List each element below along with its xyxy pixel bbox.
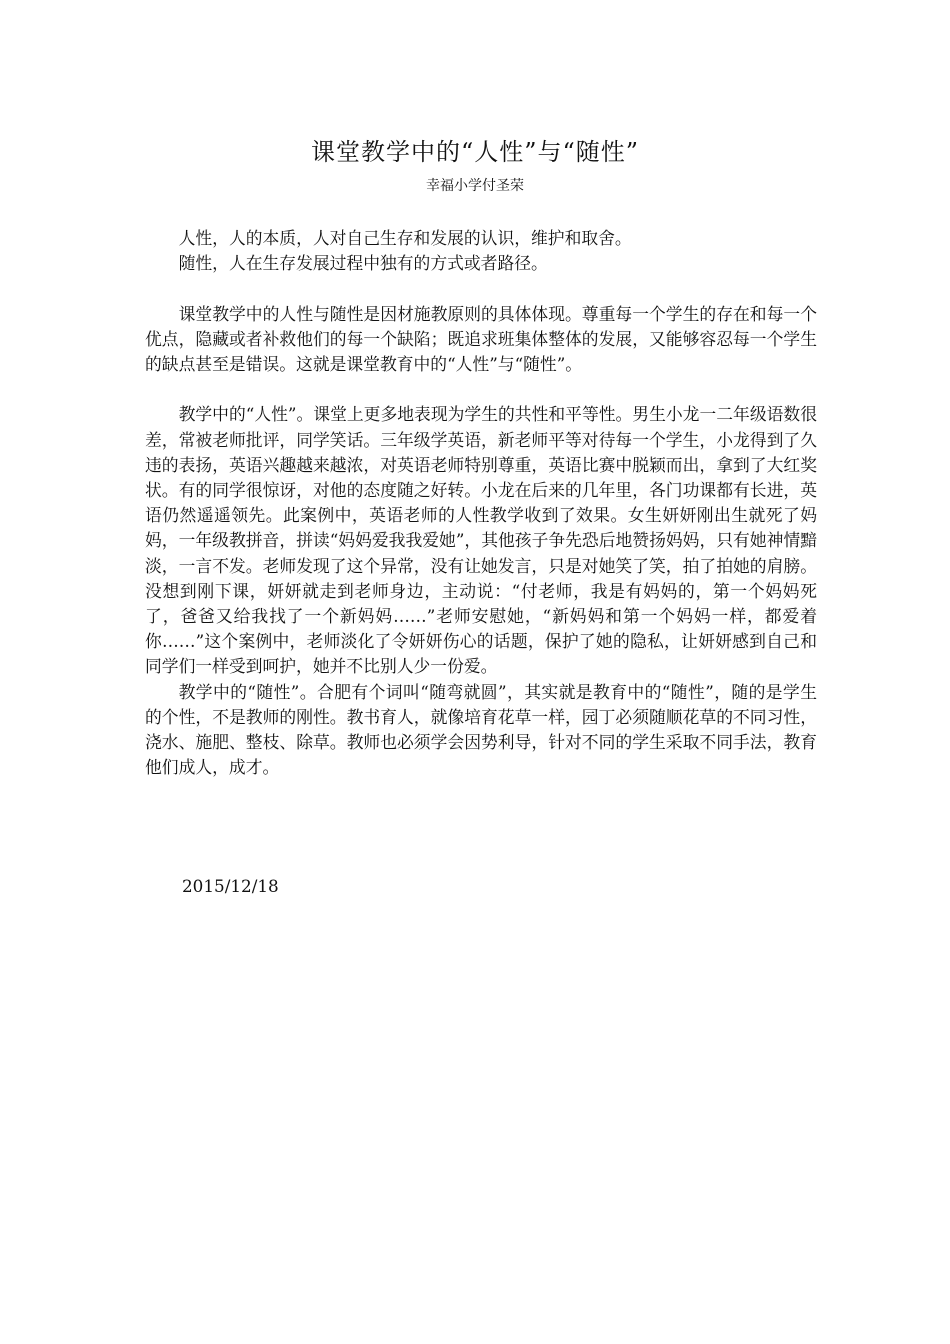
document-date: 2015/12/18 (182, 876, 279, 896)
paragraph-spacer (145, 276, 817, 301)
document-author: 幸福小学付圣荣 (426, 178, 524, 194)
document-title: 课堂教学中的“人性”与“随性” (310, 138, 640, 166)
definition-humanity: 人性，人的本质，人对自己生存和发展的认识，维护和取舍。 (178, 228, 632, 248)
definition-spontaneity: 随性，人在生存发展过程中独有的方式或者路径。 (178, 253, 548, 274)
spontaneity-paragraph: 教学中的“随性”。合肥有个词叫“随弯就圆”，其实就是教育中的“随性”，随的是学生的个性，不是教师的刚性。教书育人，就像培育花草一样，园丁必须随顺花草的不同习性，浇水、施肥、整枝、除草。教师也必须学会因势利导，针对不同的学生采取不同手法，教育他们成人，成才。 (145, 681, 817, 778)
intro-paragraph: 课堂教学中的人性与随性是因材施教原则的具体体现。尊重每一个学生的存在和每一个优点，隐藏或者补救他们的每一个缺陷；既追求班集体整体的发展，又能够容忍每一个学生的缺点甚至是错误。这就是课堂教育中的“人性”与“随性”。 (145, 303, 817, 374)
humanity-paragraph: 教学中的“人性”。课堂上更多地表现为学生的共性和平等性。男生小龙一二年级语数很差，常被老师批评，同学笑话。三年级学英语，新老师平等对待每一个学生，小龙得到了久违的表扬，英语兴趣越来越浓，对英语老师特别尊重，英语比赛中脱颖而出，拿到了大红奖状。有的同学很惊讶，对他的态度随之好转。小龙在后来的几年里，各门功课都有长进，英语仍然遥遥领先。此案例中，英语老师的人性教学收到了效果。女生妍妍刚出生就死了妈妈，一年级教拼音，拼读“妈妈爱我我爱她”，其他孩子争先恐后地赞扬妈妈，只有她神情黯淡，一言不发。老师发现了这个异常，没有让她发言，只是对她笑了笑，拍了拍她的肩膀。没想到刚下课，妍妍就走到老师身边，主动说：“付老师，我是有妈妈的，第一个妈妈死了，爸爸又给我找了一个新妈妈……”老师安慰她，“新妈妈和第一个妈妈一样，都爱着你……”这个案例中，老师淡化了令妍妍伤心的话题，保护了她的隐私，让妍妍感到自己和同学们一样受到呵护，她并不比别人少一份爱。 (145, 404, 817, 677)
document-body (145, 226, 817, 780)
paragraph-spacer (145, 377, 817, 402)
